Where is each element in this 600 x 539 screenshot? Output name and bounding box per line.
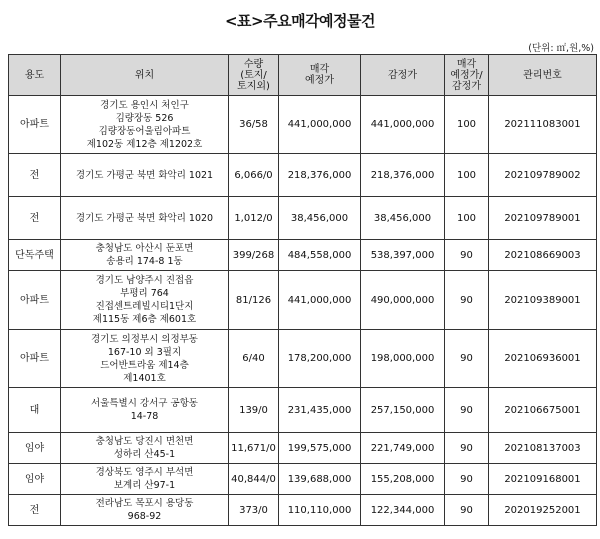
cell-quantity: 139/0: [229, 388, 279, 433]
cell-use: 전: [9, 154, 61, 197]
cell-sale-price: 178,200,000: [279, 330, 361, 388]
table-row: [9, 96, 597, 154]
cell-appraisal: 538,397,000: [361, 240, 445, 271]
header-ratio: 매각 예정가/ 감정가: [445, 55, 489, 96]
cell-use: 아파트: [9, 330, 61, 388]
cell-appraisal: 198,000,000: [361, 330, 445, 388]
cell-mgmt-no: 202109168001: [489, 464, 597, 495]
cell-appraisal: 218,376,000: [361, 154, 445, 197]
cell-mgmt-no: 202109789002: [489, 154, 597, 197]
table-row: [9, 240, 597, 271]
cell-location: 경기도 남양주시 진접읍 부평리 764 진접센트레빌시티1단지 제115동 제6층 제601호: [61, 271, 229, 330]
cell-quantity: 373/0: [229, 495, 279, 526]
cell-location: 경상북도 영주시 부석면 보계리 산97-1: [61, 464, 229, 495]
cell-sale-price: 218,376,000: [279, 154, 361, 197]
cell-location: 서울특별시 강서구 공항동 14-78: [61, 388, 229, 433]
header-use: 용도: [9, 55, 61, 96]
cell-ratio: 90: [445, 330, 489, 388]
cell-location: 충청남도 아산시 둔포면 송용리 174-8 1동: [61, 240, 229, 271]
cell-sale-price: 199,575,000: [279, 433, 361, 464]
cell-mgmt-no: 202106675001: [489, 388, 597, 433]
cell-use: 아파트: [9, 96, 61, 154]
cell-use: 임야: [9, 464, 61, 495]
cell-sale-price: 441,000,000: [279, 96, 361, 154]
cell-use: 단독주택: [9, 240, 61, 271]
cell-sale-price: 110,110,000: [279, 495, 361, 526]
cell-mgmt-no: 202019252001: [489, 495, 597, 526]
cell-ratio: 90: [445, 388, 489, 433]
cell-quantity: 36/58: [229, 96, 279, 154]
cell-ratio: 100: [445, 154, 489, 197]
cell-mgmt-no: 202111083001: [489, 96, 597, 154]
cell-sale-price: 441,000,000: [279, 271, 361, 330]
cell-appraisal: 490,000,000: [361, 271, 445, 330]
cell-sale-price: 231,435,000: [279, 388, 361, 433]
cell-location: 경기도 용인시 처인구 김량장동 526 김량장동어울림아파트 제102동 제12층 제1202호: [61, 96, 229, 154]
page-title: <표>주요매각예정물건: [224, 12, 376, 30]
cell-use: 아파트: [9, 271, 61, 330]
cell-sale-price: 484,558,000: [279, 240, 361, 271]
cell-use: 대: [9, 388, 61, 433]
cell-quantity: 6/40: [229, 330, 279, 388]
cell-location: 충청남도 당진시 면천면 성하리 산45-1: [61, 433, 229, 464]
cell-quantity: 6,066/0: [229, 154, 279, 197]
cell-location: 경기도 가평군 북면 화악리 1021: [61, 154, 229, 197]
cell-ratio: 90: [445, 240, 489, 271]
header-row: [9, 55, 597, 96]
cell-use: 임야: [9, 433, 61, 464]
cell-sale-price: 38,456,000: [279, 197, 361, 240]
table-row: [9, 464, 597, 495]
cell-quantity: 81/126: [229, 271, 279, 330]
table-row: [9, 495, 597, 526]
cell-sale-price: 139,688,000: [279, 464, 361, 495]
table-row: [9, 271, 597, 330]
cell-mgmt-no: 202106936001: [489, 330, 597, 388]
table-row: [9, 388, 597, 433]
cell-location: 경기도 가평군 북면 화악리 1020: [61, 197, 229, 240]
table-row: [9, 433, 597, 464]
cell-appraisal: 221,749,000: [361, 433, 445, 464]
cell-quantity: 40,844/0: [229, 464, 279, 495]
cell-quantity: 1,012/0: [229, 197, 279, 240]
table-row: [9, 154, 597, 197]
cell-location: 경기도 의정부시 의정부동 167-10 외 3필지 드어반트라움 제14층 제1401호: [61, 330, 229, 388]
cell-ratio: 90: [445, 271, 489, 330]
cell-appraisal: 155,208,000: [361, 464, 445, 495]
cell-ratio: 100: [445, 96, 489, 154]
unit-note: (단위: ㎡,원,%): [528, 43, 594, 54]
cell-appraisal: 441,000,000: [361, 96, 445, 154]
table-row: [9, 330, 597, 388]
cell-ratio: 90: [445, 433, 489, 464]
header-appraisal: 감정가: [361, 55, 445, 96]
cell-appraisal: 122,344,000: [361, 495, 445, 526]
cell-mgmt-no: 202109789001: [489, 197, 597, 240]
cell-quantity: 11,671/0: [229, 433, 279, 464]
property-table: [8, 54, 597, 526]
cell-mgmt-no: 202108669003: [489, 240, 597, 271]
cell-quantity: 399/268: [229, 240, 279, 271]
cell-use: 전: [9, 197, 61, 240]
cell-ratio: 90: [445, 464, 489, 495]
cell-appraisal: 38,456,000: [361, 197, 445, 240]
cell-ratio: 90: [445, 495, 489, 526]
header-location: 위치: [61, 55, 229, 96]
header-quantity: 수량 (토지/ 토지외): [229, 55, 279, 96]
cell-mgmt-no: 202108137003: [489, 433, 597, 464]
header-mgmt-no: 관리번호: [489, 55, 597, 96]
header-sale-price: 매각 예정가: [279, 55, 361, 96]
cell-mgmt-no: 202109389001: [489, 271, 597, 330]
cell-location: 전라남도 목포시 용당동 968-92: [61, 495, 229, 526]
table-row: [9, 197, 597, 240]
cell-ratio: 100: [445, 197, 489, 240]
cell-appraisal: 257,150,000: [361, 388, 445, 433]
cell-use: 전: [9, 495, 61, 526]
